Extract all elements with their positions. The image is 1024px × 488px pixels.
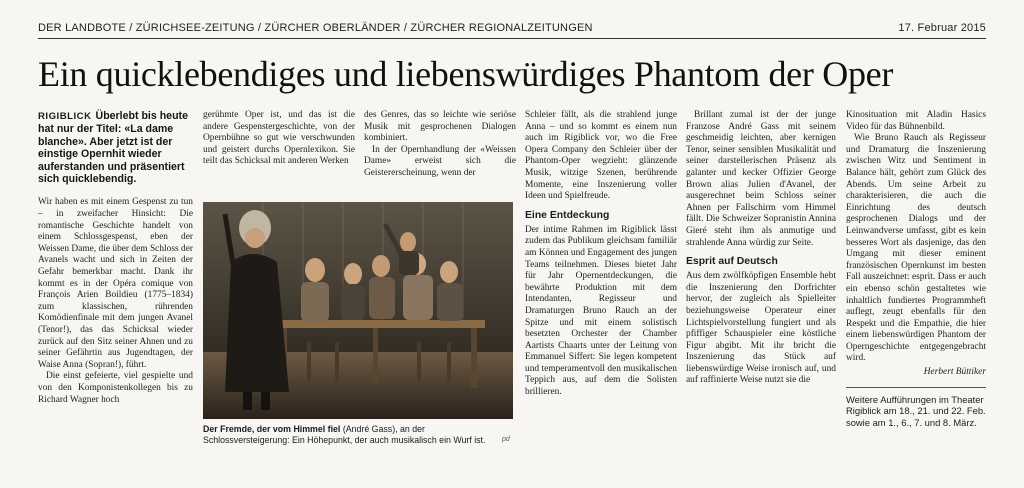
article-headline: Ein quicklebendiges und liebenswürdiges Phantom der Oper [38,54,894,94]
paragraph: In der Opernhandlung der «Weissen Dame» erweist sich die Geistererscheinung, wenn der [364,144,516,178]
stage-photo [203,202,513,419]
subheading: Esprit auf Deutsch [686,256,778,268]
lead-text: Überlebt bis heute hat nur der Titel: «La dame blanche». Aber jetzt ist der einstige Opernhit wieder auferstanden und präsentiert sich quicklebendig. [38,110,188,186]
subheading: Eine Entdeckung [525,209,610,221]
newspaper-names: DER LANDBOTE / ZÜRICHSEE-ZEITUNG / ZÜRCHER OBERLÄNDER / ZÜRCHER REGIONALZEITUNGEN [38,22,593,34]
paragraph: Wir haben es mit einem Gespenst zu tun – in zweifacher Hinsicht: Die romantische Geschichte handelt von einem Schlossgespenst, eben der Weissen Dame, die über dem Schloss der Avanels wacht und sich in Zeiten der Gefahr bemerkbar macht. Dank ihr kommt es in der Opéra comique von François Arien Boildieu (1775–1834) zum klassischen, rührenden Komödienfinale mit dem jungen Avanel (Tenor!), das das Schicksal wieder zurück auf den Sitz seiner Ahnen und zu seiner Gefährtin aus Jugendtagen, der Waise Anna (Sopran!), führt. [38,197,193,370]
lead-kicker: RIGIBLICK [38,111,92,122]
column-5 [686,110,836,387]
paragraph: Brillant zumal ist der der junge Franzose André Gass mit seinem geschmeidig leichten, aber kernigen Tenor, seiner sensiblen Musikalität und seiner darstellerischen Präsenz als galanter und kecker Offizier George Brown alias Julien d'Avanel, der ausgerechnet beim Schloss seiner Ahnen per Fallschirm vom Himmel fällt. Die Schweizer Sopranistin Annina Gieré steht ihm als anmutige und strahlende Anna würdig zur Seite. [686,110,836,248]
performance-dates-info: Weitere Aufführungen im Theater Rigiblick am 18., 21. und 22. Feb. sowie am 1., 6., 7. und 8. März. [846,387,986,429]
article-lead [38,110,193,185]
paragraph: des Genres, das so leichte wie seriöse Musik mit gesprochenen Dialogen kombiniert. [364,110,516,144]
column-1 [38,110,193,406]
author-byline: Herbert Büttiker [923,367,986,378]
column-6 [846,110,986,428]
photo-caption [203,424,513,445]
caption-title: Der Fremde, der vom Himmel fiel [203,424,341,434]
column-2 [203,110,355,168]
issue-date: 17. Februar 2015 [898,22,986,34]
column-3 [364,110,516,180]
photo-credit: pd [502,436,510,443]
paragraph: Die einst gefeierte, viel gespielte und von den Komponistenkollegen bis zu Richard Wagner hoch [38,371,193,405]
caption-text: (André Gass), an der Schlossversteigerung: Ein Höhepunkt, der auch musikalisch ein Wurf ist. [203,424,486,445]
paragraph: gerühmte Oper ist, und das ist die andere Gespenstergeschichte, von der Opernbühne so gut wie verschwunden und geistert durchs Opernlexikon. Sie teilt das Schicksal mit anderen Werken [203,110,355,167]
paragraph: Schleier fällt, als die strahlend junge Anna – und so kommt es einem nun auch im Rigiblick vor, wo die Free Opera Company den Schleier über der Phantom-Oper wegzieht: glänzende Musik, witzige Szenen, berührende Momente, eine Inszenierung voller Ideen und Spielfreude. [525,110,677,202]
paragraph: Kinosituation mit Aladin Hasics Video für das Bühnenbild. [846,110,986,132]
stage-scene-illustration [203,202,513,419]
paragraph: Wie Bruno Rauch als Regisseur und Dramaturg die Inszenierung zwischen Witz und Sentiment in Balance hält, gehört zum Glück des Abends. Um seine Arbeit zu charakterisieren, die auch die Einrichtung des deutsch gesprochenen Dialogs und der Leinwandverse umfasst, gibt es kein besseres Wort als dasjenige, das den Umgang mit dieser eminent französischen Opernkunst im besten Fall auszeichnet: esprit. Dass er auch ein ebenso schön gestaltetes wie inhaltlich fundiertes Programmheft auflegt, zeugt ebenfalls für den Respekt und die Empathie, die hier einem liebenswürdigen Phantom der Operngeschichte entgegengebracht wird. [846,133,986,364]
column-4 [525,110,677,399]
paragraph: Aus dem zwölfköpfigen Ensemble hebt die Inszenierung den Dorfrichter hervor, der zugleich als Spielleiter beziehungsweise Operateur einer Lichtspielvorstellung fungiert und als pfiffiger Schauspieler eine köstliche Figur abgibt. Mit ihr bricht die Inszenierung das Stück auf liebenswürdige Weise ironisch auf, und auf raffinierte Weise nutzt sie die [686,271,836,386]
paragraph: Der intime Rahmen im Rigiblick lässt zudem das Publikum gleichsam familiär am Können und Engagement des jungen Teams teilnehmen. Dieses bietet Jahr für Jahr Opernentdeckungen, die bewährte Produktion mit dem Intendanten, Regisseur und Dramaturgen Bruno Rauch an der Spitze und mit einem solistisch besetzten Orchester der Chamber Aartists Chaarts unter der Leitung von Emmanuel Siffert: Sie legen kompetent und temperamentvoll den musikalischen Teppich aus, auf dem die Solisten brillieren. [525,224,677,398]
masthead [38,20,986,39]
